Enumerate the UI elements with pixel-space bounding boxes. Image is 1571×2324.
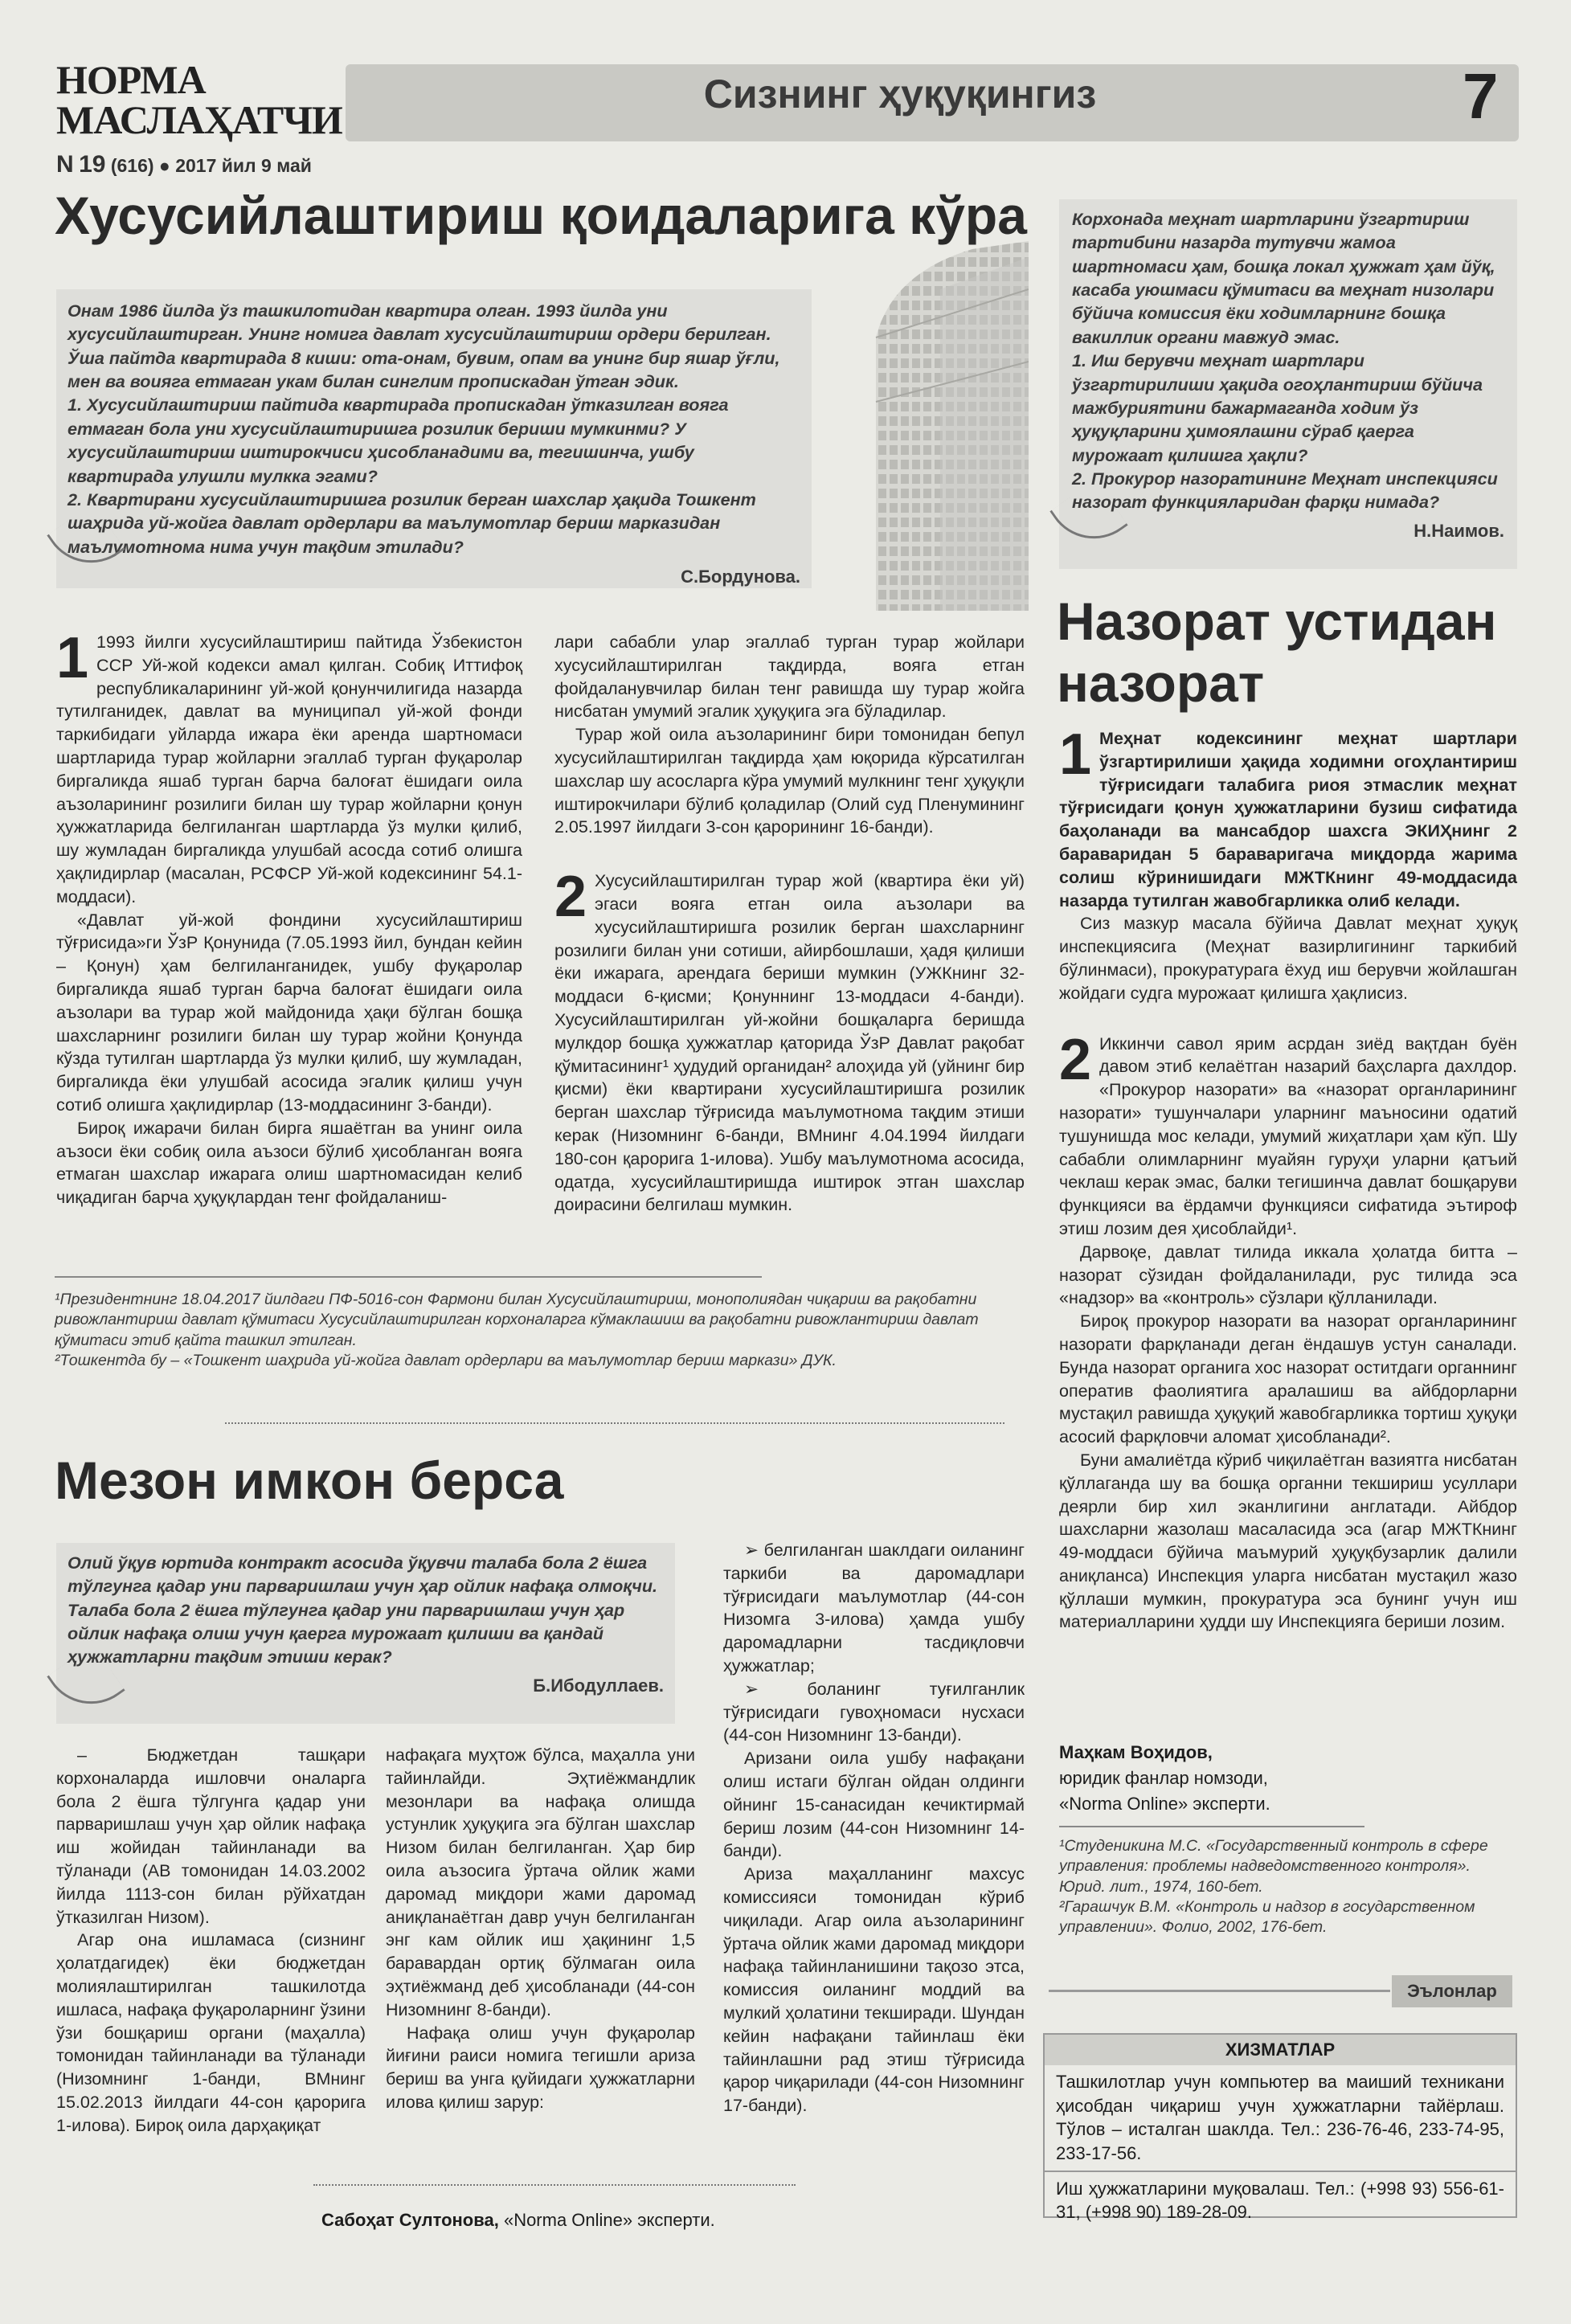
ads-tag: Эълонлар	[1392, 1975, 1512, 2007]
article1-footnote-2: ²Тошкентда бу – «Тошкент шаҳрида уй-жойга давлат ордерлари ва маълумотлар бериш маркази» ДУК.	[55, 1352, 837, 1370]
article3-paragraph: Агар она ишламаса (сизнинг ҳолатдагидек) ёки бюджетдан молиялаштирилган ташкилотда ишласа, нафақа фуқароларнинг ўзини ўзи бошқариш органи (маҳалла) томонидан тайинланади ва тўланади (Низомнинг 1-банди, ВМнинг 15.02.2013 йилдаги 44-сон қарорига 1-илова). Бироқ оила дарҳақиқат	[56, 1930, 366, 2135]
ads-rule	[1049, 1990, 1390, 1992]
article2-question-intro: Корхонада меҳнат шартларини ўзгартириш тартибини назарда тутувчи жамоа шартномаси ҳам, бошқа локал ҳужжат ҳам йўқ, касаба уюшмаси қўмитаси ва меҳнат низолари бўйича комиссия ёки ходимларнинг бошқа вакиллик органи мавжуд эмас.	[1072, 209, 1495, 347]
article1-title: Хусусийлаштириш қоидаларига кўра	[55, 186, 1027, 245]
article3-paragraph: Ариза маҳалланинг махсус комиссияси томонидан кўриб чиқилади. Агар оила аъзоларининг ўртача ойлик жами даромад миқдори нафақа тайинланишини тақозо этса, комиссия оиланинг моддий ва мулкий ҳолатини текширади. Шундан кейин нафақани тайинлаш ёки тайинлашни рад этиш тўғрисида қарор чиқарилади (44-сон Низомнинг 17-банди).	[723, 1864, 1025, 2116]
article2-author-org: «Norma Online» эксперти.	[1059, 1793, 1270, 1814]
article3-list-item: ➢ боланинг туғилганлик тўғрисидаги гувоҳномаси нусхаси (44-сон Низомнинг 13-банди).	[723, 1679, 1025, 1745]
paper-name: НОРМА МАСЛАҲАТЧИ	[56, 57, 342, 142]
issue-info	[56, 151, 329, 178]
article1-paragraph: Хусусийлаштирилган турар жой (квартира ёки уй) эгаси вояга етган оила аъзолари ва хусусийлаштиришга розилик берган шахсларнинг розилиги билан уни сотиши, айирбошлаши, ҳадя қилиши ёки ижарага, арендага бериши мумкин (УЖКнинг 32-моддаси 6-қисми; Қонуннинг 13-моддаси 4-банди). Хусусийлаштирилган уй-жойни бошқаларга беришда мулкдор бошқа ҳужжатлар қаторида ЎзР Давлат рақобат қўмитасининг¹ ҳудудий органидан² алоҳида уй (уйнинг бир қисми) ёки квартирани хусусийлаштиришга розилик берган шахслар тўғрисида маълумотнома тақдим этиши керак (Низомнинг 6-банди, ВМнинг 4.04.1994 йилдаги 180-сон қарорига 1-илова). Ушбу маълумотнома асосида, одатда, хусусийлаштиришда иштирок этган шахслар доирасини белгилаш мумкин.	[554, 871, 1025, 1215]
article1-footnotes	[55, 1290, 1027, 1371]
article2-answer-2-number: 2	[1059, 1027, 1092, 1092]
article2-paragraph: Иккинчи савол ярим асрдан зиёд вақтдан буён давом этиб келаётган назарий баҳсларга дахлдор. «Прокурор назорати» ва «назорат органларининг назорати» тушунчалари уларнинг маъносини одатий тушунишда мос келади, умумий жиҳатлари ҳам кўп. Шу сабабли олимларнинг муайян гуруҳи уларни қатъий чеклаш керак эмас, балки тегишинча давлат бошқаруви функцияси ва ёрдамчи функцияси сифатида эътироф этиш лозим дея ҳисоблайди¹.	[1059, 1033, 1517, 1238]
article1-question-2: 2. Квартирани хусусийлаштиришга розилик берган шахслар ҳақида Тошкент шаҳрида уй-жойга давлат ордерлари ва маълумотлар бериш марказидан маълумотнома нима учун тақдим этилади?	[68, 489, 756, 557]
article1-answer-2-number: 2	[554, 865, 587, 930]
article2-paragraph: Меҳнат кодексининг меҳнат шартлари ўзгартирилиши ҳақида ходимни огоҳлантириш тўғрисидаги талабига риоя этмаслик меҳнат тўғрисидаги қонун ҳужжатларини бузиш сифатида баҳоланади ва мансабдор шахсга ЭКИҲнинг 2 бараваридан 5 бараваригача миқдорда жарима солиш кўринишидаги МЖТКнинг 49-моддасида назарда тутилган жавобгарликка олиб келади.	[1059, 729, 1517, 910]
article3-column-2	[386, 1744, 695, 2114]
footnote-rule	[55, 1276, 762, 1278]
article3-author-org: «Norma Online» эксперти.	[503, 2210, 715, 2230]
article1-paragraph: лари сабабли улар эгаллаб турган турар жойлари хусусийлаштирилган тақдирда, вояга етган фойдаланувчилар билан тенг равишда шу турар жойга нисбатан умумий эгалик ҳуқуқига эга бўладилар.	[554, 632, 1025, 722]
article2-question-2: 2. Прокурор назоратининг Меҳнат инспекцияси назорат функцияларидан фарқи нимада?	[1072, 468, 1498, 513]
article1-paragraph: 1993 йилги хусусийлаштириш пайтида Ўзбекистон ССР Уй-жой кодекси амал қилган. Собиқ Иттифоқ республикаларининг уй-жой қонунчилигида назарда тутилганидек, давлат ва муниципал уй-жой фонди таркибидаги уйларда ижара ёки аренда шартномаси шартларида турар жойларни эгаллаб турган фуқаролар биргаликда яшаб турган барча балоғат ёшидаги оила аъзоларининг розилиги билан шу турар жойларни қонун ҳужжатларида белгиланган шартларда ўз мулки қилиб, шу жумладан биргаликда улушбай асосда сотиб олишга ҳақлидирлар (масалан, РСФСР Уй-жой кодексининг 54.1-моддаси).	[56, 632, 522, 906]
article1-paragraph: Турар жой оила аъзоларининг бири томонидан бепул хусусийлаштирилган тақдирда ҳам юқорида кўрсатилган шахслар шу асосларга кўра умумий мулкнинг тенг ҳуқуқли иштирокчилари бўлиб қоладилар (Олий суд Пленумининг 2.05.1997 йилдаги 3-сон қарорининг 16-банди).	[554, 725, 1025, 837]
article2-paragraph: Дарвоқе, давлат тилида иккала ҳолатда битта – назорат сўзидан фойдаланилади, рус тилида эса «надзор» ва «контроль» сўзлари қўлланилади.	[1059, 1242, 1517, 1308]
article3-paragraph: – Бюджетдан ташқари корхоналарда ишловчи оналарга бола 2 ёшга тўлгунга қадар уни парваришлаш учун ҳар ойлик нафақа иш жойидан тайинланади ва тўланади (АВ томонидан 14.03.2002 йилда 1113-сон билан рўйхатдан ўтказилган Низом).	[56, 1745, 366, 1927]
article2-title: Назорат устидан назорат	[1057, 591, 1497, 714]
article2-signature: Н.Наимов.	[1413, 520, 1504, 541]
ad-item: Иш ҳужжатларини муқовалаш. Тел.: (+998 93) 556-61-31, (+998 90) 189-28-09.	[1056, 2178, 1504, 2223]
article2-answer-1-number: 1	[1059, 722, 1092, 787]
issue-number: 19	[79, 151, 106, 178]
article2-footnotes	[1059, 1836, 1517, 1938]
article2-column	[1059, 722, 1517, 1634]
article2-footnote-2: ²Гарашчук В.М. «Контроль и надзор в государственном управлении». Фолио, 2002, 176-бет.	[1059, 1898, 1475, 1937]
article3-paragraph: Нафақа олиш учун фуқаролар йиғини раиси номига тегишли ариза бериш ва унга қуйидаги ҳужжатларни илова қилиш зарур:	[386, 2023, 695, 2112]
ads-box	[1043, 2033, 1517, 2223]
article2-footnote-1: ¹Студеникина М.С. «Государственный контроль в сфере управления: проблемы надведомственного контроля». Юрид. лит., 1974, 160-бет.	[1059, 1837, 1488, 1896]
section-rubric: Сизнинг ҳуқуқингиз	[703, 72, 1097, 117]
article2-question-1: 1. Иш берувчи меҳнат шартлари ўзгартирилиши ҳақида огоҳлантириш бўйича мажбуриятини бажармаганда ходим ўз ҳуқуқларини ҳимоялашни сўраб қаерга мурожаат қилишга ҳақли?	[1072, 350, 1483, 465]
article1-question-box	[56, 289, 812, 588]
masthead	[56, 57, 342, 178]
article2-paragraph: Сиз мазкур масала бўйича Давлат меҳнат ҳуқуқ инспекциясига (Меҳнат вазирлигининг таркибий бўлинмаси), прокуратурага ёхуд иш берувчи жойлашган жойдаги судга мурожаат қилишга ҳақлисиз.	[1059, 914, 1517, 1003]
article2-author-title: юридик фанлар номзоди,	[1059, 1767, 1268, 1788]
footnote-rule	[1059, 1826, 1364, 1827]
article3-column-1	[56, 1744, 366, 2138]
article3-column-3	[723, 1539, 1025, 2117]
article-divider	[225, 1422, 1004, 1424]
article3-title: Мезон имкон берса	[55, 1450, 564, 1510]
ads-section-title: ХИЗМАТЛАР	[1045, 2035, 1516, 2065]
building-illustration	[844, 241, 1029, 611]
article1-column-1	[56, 626, 522, 1209]
article1-footnote-1: ¹Президентнинг 18.04.2017 йилдаги ПФ-5016-сон Фармони билан Хусусийлаштириш, монополиядан чиқариш ва рақобатни ривожлантириш давлат қўмитаси Хусусийлаштирилган корхоналарга кўмаклашиш ва рақобатни ривожлантириш давлат қўмитаси этиб қайта ташкил этилган.	[55, 1291, 979, 1349]
article3-list-item: ➢ белгиланган шаклдаги оиланинг таркиби ва даромадлари тўғрисидаги маълумотлар (44-сон Низомга 3-илова) ҳамда ушбу даромадларни тасдиқловчи ҳужжатлар;	[723, 1540, 1025, 1675]
issue-date: 2017 йил 9 май	[175, 155, 312, 176]
article3-paragraph: Аризани оила ушбу нафақани олиш истаги бўлган ойдан олдинги ойнинг 15-санасидан кечиктирмай бериш лозим (44-сон Низомнинг 14-банди).	[723, 1749, 1025, 1861]
article2-paragraph: Буни амалиётда кўриб чиқилаётган вазиятга нисбатан қўллаганда шу ва бошқа органни текшириш усуллари деярли бир хил эканлигини англатади. Айбдор шахсларни жазолаш масаласида эса (агар МЖТКнинг 49-моддаси бўйича маъмурий ҳуқуқбузарлик далили аниқланса) Инспекция уларга нисбатан мустақил жазо қўллаши мумкин, прокуратура эса бунинг учун иш материалларини ҳудди шу Инспекцияга бериши лозим.	[1059, 1450, 1517, 1632]
issue-total: (616)	[110, 155, 154, 176]
page-number: 7	[1463, 60, 1499, 132]
issue-prefix: N	[56, 151, 74, 178]
article1-question-1: 1. Хусусийлаштириш пайтида квартирада пропискадан ўтказилган вояга етмаган бола уни хусусийлаштиришга розилик бериши мумкинми? У хусусийлаштириш иштирокчиси ҳисобланадими ва, тегишинча, ушбу квартирада улушли мулкка эгами?	[68, 395, 729, 486]
author-divider	[313, 2184, 796, 2186]
article3-question-box	[56, 1543, 675, 1724]
article1-column-2	[554, 631, 1025, 1217]
article2-question-box	[1059, 199, 1517, 569]
article3-signature: Б.Ибодуллаев.	[533, 1675, 664, 1696]
article2-author	[1059, 1740, 1270, 1817]
article2-author-name: Маҳкам Воҳидов,	[1059, 1742, 1213, 1762]
article3-question-1: Талаба бола 2 ёшга тўлгунга қадар уни парваришлаш учун ҳар ойлик нафақа олиш учун қаерга мурожаат қилиши ва қандай ҳужжатларни тақдим этиши керак?	[68, 1599, 625, 1667]
article3-question-intro: Олий ўқув юртида контракт асосида ўқувчи талаба бола 2 ёшга тўлгунга қадар уни парваришлаш учун ҳар ойлик нафақа олмоқчи.	[68, 1553, 658, 1597]
article3-author-name: Сабоҳат Султонова,	[321, 2210, 499, 2230]
article3-author	[321, 2210, 715, 2231]
article3-paragraph: нафақага муҳтож бўлса, маҳалла уни тайинлайди. Эҳтиёжмандлик мезонлари ва нафақа олишда устунлик ҳуқуқига эга бўлган шахслар Низом билан белгиланган. Ҳар бир оила аъзосига ўртача ойлик жами даромад миқдори жами даромад аниқланаётган давр учун белгиланган энг кам ойлик иш ҳақининг 1,5 баравардан ортиқ бўлмаган оила эҳтиёжманд деб ҳисобланади (44-сон Низомнинг 8-банди).	[386, 1745, 695, 2019]
article2-paragraph: Бироқ прокурор назорати ва назорат органларининг назорати фарқланади деган ёндашув устун саналади. Бунда назорат органига хос назорат оститдаги органнинг оператив фаолиятига аралашиш ва айбдорларни мустақил равишда ҳуқуқий жавобгарликка тортиш ҳуқуқи асосий фарқловчи аломат ҳисобланади².	[1059, 1311, 1517, 1447]
article1-signature: С.Бордунова.	[681, 566, 800, 587]
article1-question-intro: Онам 1986 йилда ўз ташкилотидан квартира олган. 1993 йилда уни хусусийлаштирган. Унинг номига давлат хусусийлаштириш ордери берилган. Ўша пайтда квартирада 8 киши: ота-онам, бувим, опам ва унинг бир яшар ўғли, мен ва воияга етмаган укам билан синглим пропискадан ўтган эдик.	[68, 301, 780, 392]
article1-paragraph: Бироқ ижарачи билан бирга яшаётган ва унинг оила аъзоси ёки собиқ оила аъзоси бўлиб ҳисобланган вояга етмаган шахслар ижарага олиш шартномасидан келиб чиқадиган барча ҳуқуқлардан тенг фойдаланиш-	[56, 1118, 522, 1208]
bullet-icon: ●	[158, 155, 170, 176]
ad-item: Ташкилотлар учун компьютер ва маиший техникани ҳисобдан чиқариш учун ҳужжатларни тайёрлаш. Тўлов – исталган шаклда. Тел.: 236-76-46, 233-74-95, 233-17-56.	[1056, 2072, 1504, 2164]
article1-paragraph: «Давлат уй-жой фондини хусусийлаштириш тўғрисида»ги ЎзР Қонунида (7.05.1993 йил, бундан кейин – Қонун) ҳам белгиланганидек, ушбу фуқаролар биргаликда яшаб турган барча балоғат ёшидаги оила аъзолари ва турар жой майдонида ҳақи бўлган бошқа шахсларнинг розилиги билан шу турар жойни Қонунда кўзда тутилган шартларда ўз мулки қилиб, шу жумладан, биргаликда ёки улушбай асосида эгалик қилиш учун сотиб олишга ҳақлидирлар (13-моддасининг 3-банди).	[56, 910, 522, 1115]
article1-answer-1-number: 1	[56, 626, 89, 690]
